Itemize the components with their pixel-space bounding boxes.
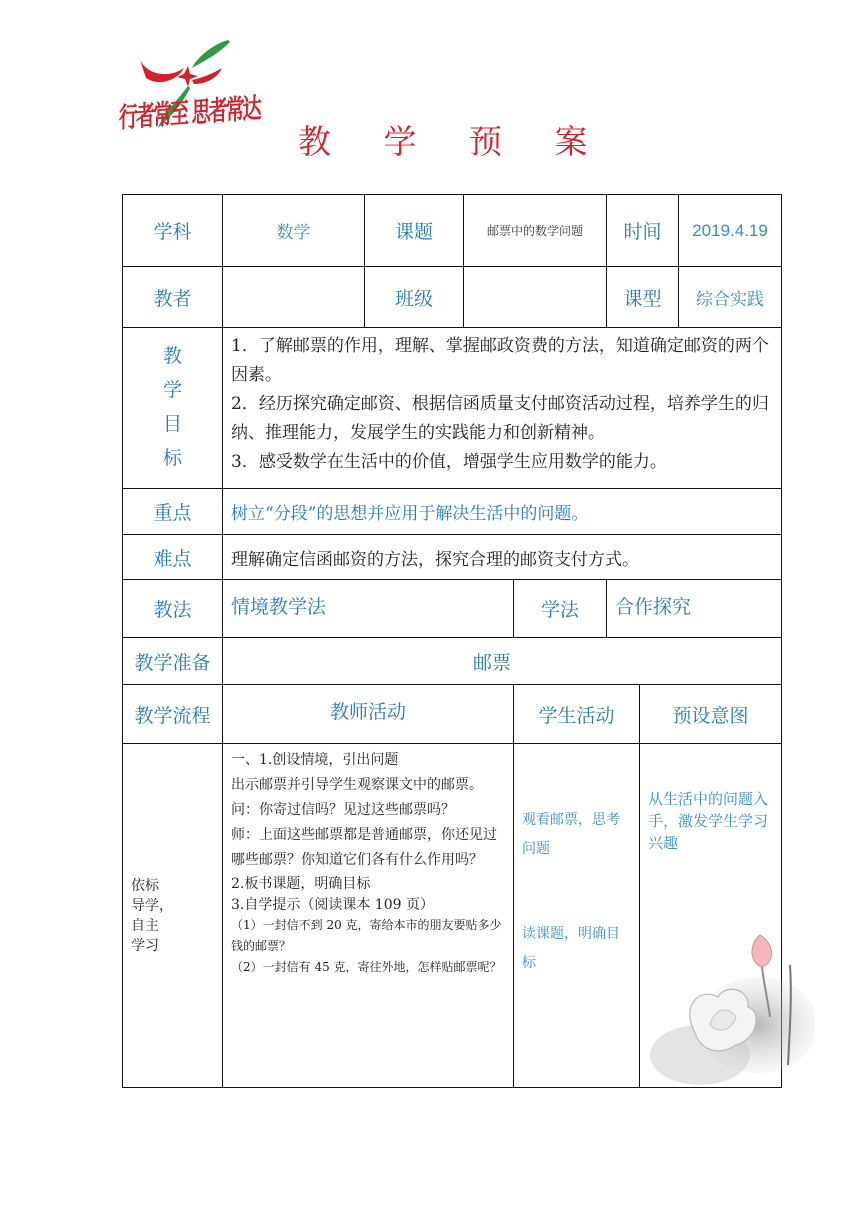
class-value bbox=[464, 267, 607, 328]
teacher-line: 3.自学提示（阅读课本 109 页） bbox=[231, 897, 434, 913]
teacher-activity-content bbox=[223, 744, 514, 1088]
key-point-label: 重点 bbox=[123, 489, 223, 535]
time-value: 2019.4.19 bbox=[679, 195, 782, 267]
row-difficulty bbox=[123, 535, 782, 580]
topic-label: 课题 bbox=[365, 195, 464, 267]
subject-value: 数学 bbox=[223, 195, 365, 267]
student-line: 读课题，明确目标 bbox=[522, 926, 620, 971]
lotus-painting bbox=[640, 905, 815, 1090]
learn-method-value: 合作探究 bbox=[607, 580, 782, 638]
teacher-line: 问：你寄过信吗？见过这些邮票吗？ bbox=[231, 802, 455, 818]
teacher-line: 一、1.创设情境，引出问题 bbox=[231, 752, 399, 768]
teacher-subline: （2）一封信有 45 克，寄往外地，怎样贴邮票呢？ bbox=[231, 960, 502, 974]
flow-label: 教学流程 bbox=[123, 685, 223, 744]
teacher-value bbox=[223, 267, 365, 328]
topic-value: 邮票中的数学问题 bbox=[464, 195, 607, 267]
page-title: 教 学 预 案 bbox=[298, 122, 609, 161]
student-activity-header: 学生活动 bbox=[514, 685, 640, 744]
student-activity-content bbox=[514, 744, 640, 1088]
stage-label: 依标 导学， 自主 学习 bbox=[123, 744, 223, 1088]
lotus-bud bbox=[752, 935, 772, 967]
row-flow-header bbox=[123, 685, 782, 744]
teacher-line: 出示邮票并引导学生观察课文中的邮票。 bbox=[231, 777, 483, 793]
row-subject bbox=[123, 195, 782, 267]
teacher-label: 教者 bbox=[123, 267, 223, 328]
logo-red-swoosh bbox=[140, 60, 184, 82]
method-value: 情境教学法 bbox=[223, 580, 514, 638]
row-goals bbox=[123, 328, 782, 489]
class-label: 班级 bbox=[365, 267, 464, 328]
goal-item: 1．了解邮票的作用，理解、掌握邮政资费的方法，知道确定邮资的两个因素。 bbox=[231, 336, 769, 385]
goals-content bbox=[223, 328, 782, 489]
teacher-line: 师：上面这些邮票都是普通邮票，你还见过哪些邮票？你知道它们各有什么作用吗？ bbox=[231, 827, 497, 868]
row-method bbox=[123, 580, 782, 638]
time-label: 时间 bbox=[607, 195, 679, 267]
prep-value: 邮票 bbox=[223, 638, 782, 685]
row-prep bbox=[123, 638, 782, 685]
row-teacher bbox=[123, 267, 782, 328]
subject-label: 学科 bbox=[123, 195, 223, 267]
row-key-point bbox=[123, 489, 782, 535]
difficulty-text: 理解确定信函邮资的方法，探究合理的邮资支付方式。 bbox=[223, 535, 782, 580]
teacher-line: 2.板书课题，明确目标 bbox=[231, 876, 371, 892]
intent-header: 预设意图 bbox=[640, 685, 782, 744]
student-line: 观看邮票，思考问题 bbox=[522, 812, 620, 857]
type-label: 课型 bbox=[607, 267, 679, 328]
logo-green-leaf bbox=[192, 40, 230, 68]
difficulty-label: 难点 bbox=[123, 535, 223, 580]
learn-method-label: 学法 bbox=[514, 580, 607, 638]
goal-item: 2．经历探究确定邮资、根据信函质量支付邮资活动过程，培养学生的归纳、推理能力，发展学生的实践能力和创新精神。 bbox=[231, 394, 769, 443]
teacher-subline: （1）一封信不到 20 克，寄给本市的朋友要贴多少钱的邮票？ bbox=[231, 918, 502, 953]
goal-item: 3．感受数学在生活中的价值，增强学生应用数学的能力。 bbox=[231, 452, 667, 472]
prep-label: 教学准备 bbox=[123, 638, 223, 685]
method-label: 教法 bbox=[123, 580, 223, 638]
intent-text: 从生活中的问题入手，激发学生学习兴趣 bbox=[648, 790, 769, 852]
goals-label: 教 学 目 标 bbox=[123, 328, 223, 489]
key-point-text: 树立“分段”的思想并应用于解决生活中的问题。 bbox=[223, 489, 782, 535]
teacher-activity-header: 教师活动 bbox=[223, 685, 514, 744]
type-value: 综合实践 bbox=[679, 267, 782, 328]
logo-motto: 行者常至 思者常达 bbox=[119, 92, 260, 135]
